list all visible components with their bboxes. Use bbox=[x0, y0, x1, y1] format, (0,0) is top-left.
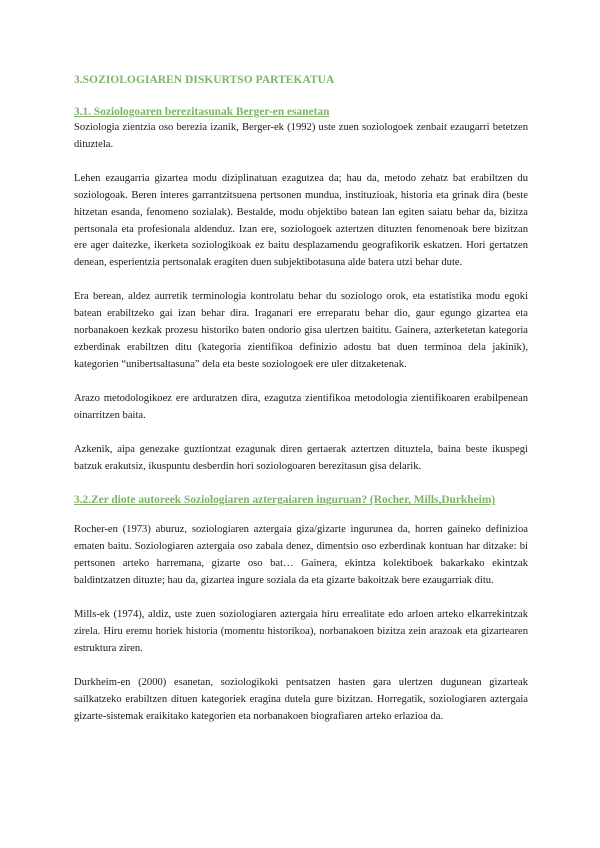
paragraph: Mills-ek (1974), aldiz, uste zuen soziologiaren aztergaia hiru errealitate edo arloen arteko elkarrekintzak zirela. Hiru eremu horiek historia (momentu historikoa), norbanakoen bizitza zein arazoak eta gizartearen estruktura ziren. bbox=[74, 609, 528, 654]
document-page bbox=[74, 72, 528, 742]
paragraph: Durkheim-en (2000) esanetan, soziologikoki pentsatzen hasten gara ulertzen dugunean gizarteak sailkatzeko erabiltzen dituen kategoriek eragina dutela gure bizitzan. Horregatik, soziologiaren aztergaia gizarte-sistemak eraikitako kategorien eta norbanakoen biografiaren arteko erlazioa da. bbox=[74, 676, 528, 722]
section-1-title: 3.1. Soziologoaren berezitasunak Berger-en esanetan bbox=[74, 106, 330, 118]
main-heading: 3.SOZIOLOGIAREN DISKURTSO PARTEKATUA bbox=[74, 74, 335, 86]
paragraph: Lehen ezaugarria gizartea modu diziplinatuan ezagutzea da; hau da, metodo zehatz bat erabiltzen du soziologoak. Beren interes garrantzitsuena pertsonen mundua, instituzioak, historia eta grinak dira (beste hitzetan esanda, fenomeno sozialak). Bestalde, modu objektibo batean lan egiten saiatu behar da, bizitza pertsonala eta profesionala aldenduz. Izan ere, soziologoek aztertzen dituzten fenomenoak bere bizitzan ere ager daitezke, ikerketa soziologikoak ez baitu desplazamendu geografikorik eskatzen. Hori gertatzen denean, esperientzia pertsonalak eragiten duen subjektibotasuna alde batera utzi behar dute. bbox=[74, 172, 528, 269]
paragraph: Era berean, aldez aurretik terminologia kontrolatu behar du soziologo orok, eta estatistika modu egoki batean erabiltzeko gai izan behar dira. Iraganari ere erreparatu behar dio, gaur egungo gizartea eta norbanakoen kezkak prozesu historiko baten ondorio gisa ulertzen baititu. Gainera, azterketetan kategoria ezberdinak erabiltzen ditu (kategoria zientifikoa definizio adostu bat duen terminoa dela jakinik), kategorien “unibertsaltasuna” dela eta beste soziologoek ere uler ditzaketenak. bbox=[74, 291, 528, 370]
section-2-title: 3.2.Zer diote autoreek Soziologiaren aztergaiaren inguruan? (Rocher, Mills,Durkheim) bbox=[74, 494, 496, 507]
paragraph: Azkenik, aipa genezake guztiontzat ezagunak diren gertaerak aztertzen dituztela, baina beste ikuspegi batzuk erakutsiz, ikuspuntu desberdin hori soziologoaren berezitasun gisa delarik. bbox=[74, 443, 528, 472]
paragraph: Soziologia zientzia oso berezia izanik, Berger-ek (1992) uste zuen soziologoek zenbait ezaugarri betetzen dituztela. bbox=[74, 122, 528, 150]
paragraph: Rocher-en (1973) aburuz, soziologiaren aztergaia giza/gizarte ingurunea da, horren gaineko definizioa ematen baitu. Soziologiaren aztergaia oso zabala denez, dimentsio oso ezberdinak kontuan har ditzake: bi pertsonen arteko harremana, gizarte oso bat… Gainera, ekintza kolektiboek bakarkako ekintzak baldintzatzen dituzte; hau da, gizartea ingure soziala da eta gizarte bakoitzak bere ezaugarriak ditu. bbox=[74, 524, 528, 587]
paragraph: Arazo metodologikoez ere arduratzen dira, ezagutza zientifikoa metodologia zientifikoaren erabilpenean oinarritzen baita. bbox=[74, 392, 528, 421]
